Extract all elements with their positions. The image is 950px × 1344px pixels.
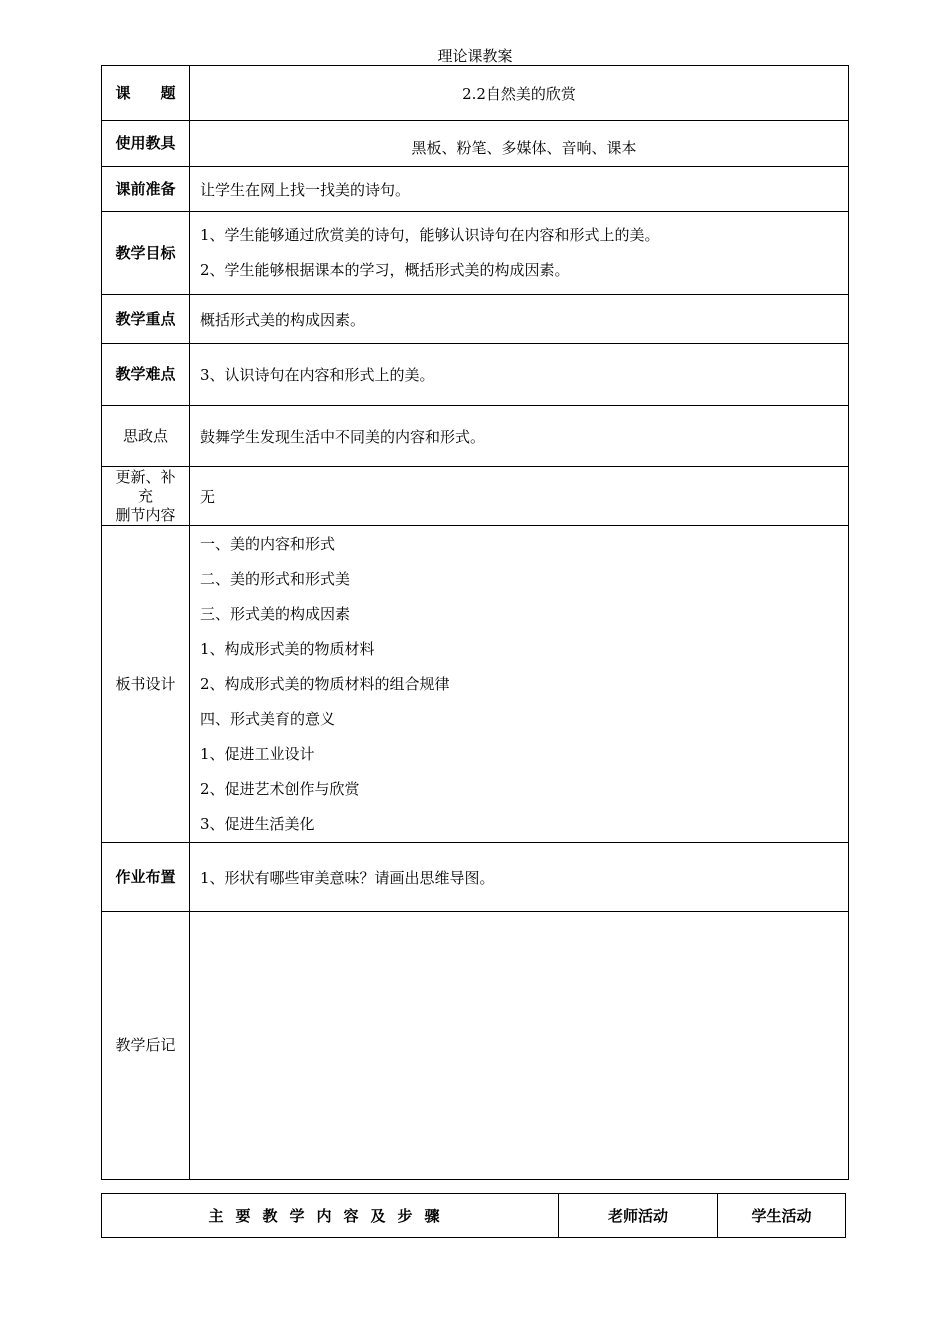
label-prep: 课前准备 [102, 167, 190, 212]
goal-line: 1、学生能够通过欣赏美的诗句，能够认识诗句在内容和形式上的美。 [200, 226, 660, 244]
header-student-activity: 学生活动 [718, 1194, 846, 1238]
board-line: 二、美的形式和形式美 [200, 569, 351, 588]
row-topic [102, 66, 849, 121]
label-reflection: 教学后记 [102, 912, 190, 1180]
row-update [102, 467, 849, 526]
goal-line: 2、学生能够根据课本的学习，概括形式美的构成因素。 [200, 261, 570, 279]
label-key: 教学重点 [102, 295, 190, 344]
label-ideology: 思政点 [102, 406, 190, 467]
label-difficulty: 教学难点 [102, 344, 190, 406]
label-update-line: 删节内容 [115, 505, 176, 524]
value-reflection [190, 912, 849, 1180]
board-line: 一、美的内容和形式 [200, 534, 336, 553]
row-prep [102, 167, 849, 212]
header-main-content: 主要教学内容及步骤 [102, 1194, 559, 1238]
row-reflection [102, 912, 849, 1180]
value-goals [190, 212, 849, 295]
row-tools [102, 121, 849, 167]
value-key: 概括形式美的构成因素。 [190, 295, 849, 344]
lesson-plan-table [101, 65, 849, 1180]
value-topic: 2.2自然美的欣赏 [190, 66, 849, 121]
board-line: 1、促进工业设计 [200, 744, 315, 763]
board-line: 四、形式美育的意义 [200, 709, 336, 728]
label-update-line: 充 [137, 486, 153, 505]
label-update-line: 更新、补 [115, 467, 176, 486]
label-board: 板书设计 [102, 526, 190, 843]
board-line: 2、促进艺术创作与欣赏 [200, 779, 360, 798]
label-tools: 使用教具 [102, 121, 190, 167]
row-goals [102, 212, 849, 295]
row-key [102, 295, 849, 344]
header-teacher-activity: 老师活动 [559, 1194, 718, 1238]
steps-header-table [101, 1193, 846, 1238]
label-goals: 教学目标 [102, 212, 190, 295]
label-homework: 作业布置 [102, 843, 190, 912]
label-update [102, 467, 190, 526]
value-tools: 黑板、粉笔、多媒体、音响、课本 [190, 121, 849, 167]
board-line: 3、促进生活美化 [200, 814, 315, 833]
steps-header-row [102, 1194, 846, 1238]
row-board [102, 526, 849, 843]
row-difficulty [102, 344, 849, 406]
value-prep: 让学生在网上找一找美的诗句。 [190, 167, 849, 212]
board-line: 1、构成形式美的物质材料 [200, 639, 375, 658]
value-difficulty: 3、认识诗句在内容和形式上的美。 [190, 344, 849, 406]
value-ideology: 鼓舞学生发现生活中不同美的内容和形式。 [190, 406, 849, 467]
board-line: 2、构成形式美的物质材料的组合规律 [200, 674, 450, 693]
document-title: 理论课教案 [437, 47, 513, 65]
board-line: 三、形式美的构成因素 [200, 604, 351, 623]
value-update: 无 [190, 467, 849, 526]
value-homework: 1、形状有哪些审美意味？请画出思维导图。 [190, 843, 849, 912]
label-topic: 课 题 [102, 66, 190, 121]
row-ideology [102, 406, 849, 467]
value-board [190, 526, 849, 843]
row-homework [102, 843, 849, 912]
